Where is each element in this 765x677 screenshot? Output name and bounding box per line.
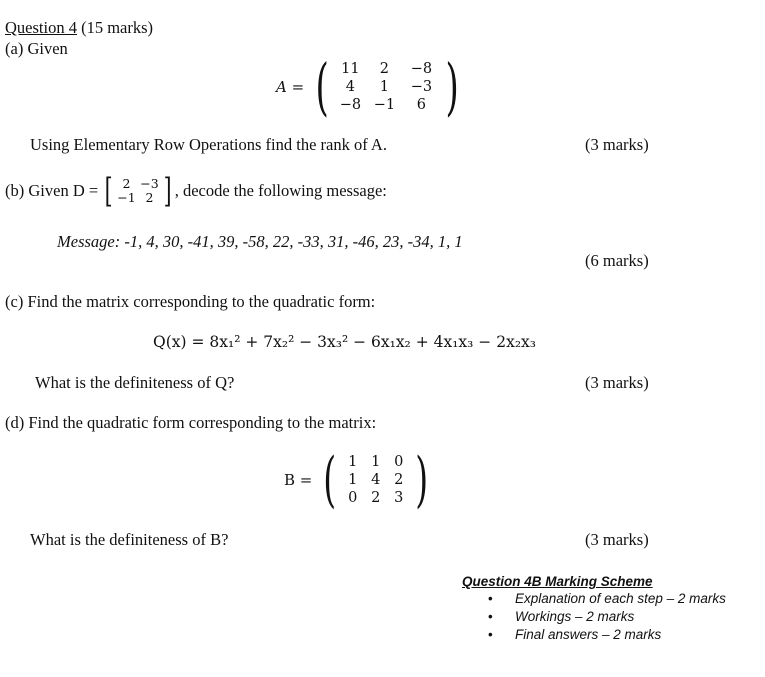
part-b-message: Message: -1, 4, 30, -41, 39, -58, 22, -33, 31, -46, 23, -34, 1, 1 <box>57 232 463 251</box>
marking-scheme-title: Question 4B Marking Scheme <box>462 574 653 589</box>
part-b-prefix: (b) Given D = <box>5 181 99 200</box>
matrix-cell: −3 <box>410 79 433 95</box>
matrix-b <box>284 445 433 515</box>
part-d-instruction: (d) Find the quadratic form corresponding to the matrix: <box>5 413 377 432</box>
matrix-b-label: B = <box>284 471 313 489</box>
list-item <box>462 627 752 645</box>
marking-item-text: Final answers – 2 marks <box>515 627 662 642</box>
part-a-marks: (3 marks) <box>585 135 649 154</box>
matrix-cell: 3 <box>394 490 404 506</box>
matrix-cell: 1 <box>348 472 358 488</box>
marking-scheme-list <box>462 591 752 645</box>
matrix-b-grid <box>342 454 410 506</box>
question-heading <box>5 18 153 38</box>
matrix-cell: −1 <box>373 97 396 113</box>
part-b-marks: (6 marks) <box>585 251 649 270</box>
matrix-cell: 4 <box>371 472 381 488</box>
matrix-d <box>102 171 175 211</box>
left-paren: ( <box>315 50 329 123</box>
matrix-cell: 0 <box>348 490 358 506</box>
bullet-icon: • <box>488 627 493 642</box>
matrix-a-grid <box>334 61 440 113</box>
matrix-cell: 2 <box>394 472 404 488</box>
right-paren: ) <box>415 445 428 515</box>
matrix-cell: 6 <box>416 97 426 113</box>
question-title: Question 4 <box>5 18 77 37</box>
bullet-icon: • <box>488 609 493 624</box>
marking-item-text: Workings – 2 marks <box>515 609 635 624</box>
matrix-cell: −3 <box>140 176 159 191</box>
matrix-cell: −8 <box>410 61 433 77</box>
part-d-marks: (3 marks) <box>585 530 649 549</box>
part-c-marks: (3 marks) <box>585 373 649 392</box>
list-item <box>462 609 752 627</box>
list-item <box>462 591 752 609</box>
matrix-cell: 0 <box>394 454 404 470</box>
right-bracket: ] <box>164 171 173 211</box>
matrix-cell: 1 <box>348 454 358 470</box>
part-a-label: (a) Given <box>5 39 68 58</box>
matrix-d-grid <box>115 177 161 205</box>
part-c-question: What is the definiteness of Q? <box>35 373 235 392</box>
marking-item-text: Explanation of each step – 2 marks <box>515 591 726 606</box>
matrix-cell: 2 <box>145 190 154 205</box>
matrix-cell: 1 <box>379 79 389 95</box>
matrix-cell: 2 <box>122 176 131 191</box>
bullet-icon: • <box>488 591 493 606</box>
matrix-a <box>276 50 465 123</box>
matrix-cell: 2 <box>379 61 389 77</box>
part-b-suffix: , decode the following message: <box>174 181 387 200</box>
marking-scheme <box>462 574 752 645</box>
left-bracket: [ <box>104 171 113 211</box>
matrix-cell: 11 <box>341 61 360 77</box>
quadratic-form-q: Q(x) = 8x₁² + 7x₂² − 3x₃² − 6x₁x₂ + 4x₁x₃ − 2x₂x₃ <box>153 333 536 351</box>
matrix-cell: 2 <box>371 490 381 506</box>
matrix-cell: 1 <box>371 454 381 470</box>
left-paren: ( <box>323 445 337 515</box>
part-b-line <box>5 171 387 211</box>
matrix-cell: −8 <box>339 97 362 113</box>
part-a-instruction: Using Elementary Row Operations find the rank of A. <box>30 135 387 154</box>
matrix-cell: 4 <box>345 79 355 95</box>
matrix-a-label: A = <box>276 78 305 96</box>
question-total-marks: (15 marks) <box>76 18 154 37</box>
part-c-instruction: (c) Find the matrix corresponding to the quadratic form: <box>5 292 376 311</box>
matrix-cell: −1 <box>117 190 136 205</box>
right-paren: ) <box>445 50 460 123</box>
part-d-question: What is the definiteness of B? <box>30 530 229 549</box>
